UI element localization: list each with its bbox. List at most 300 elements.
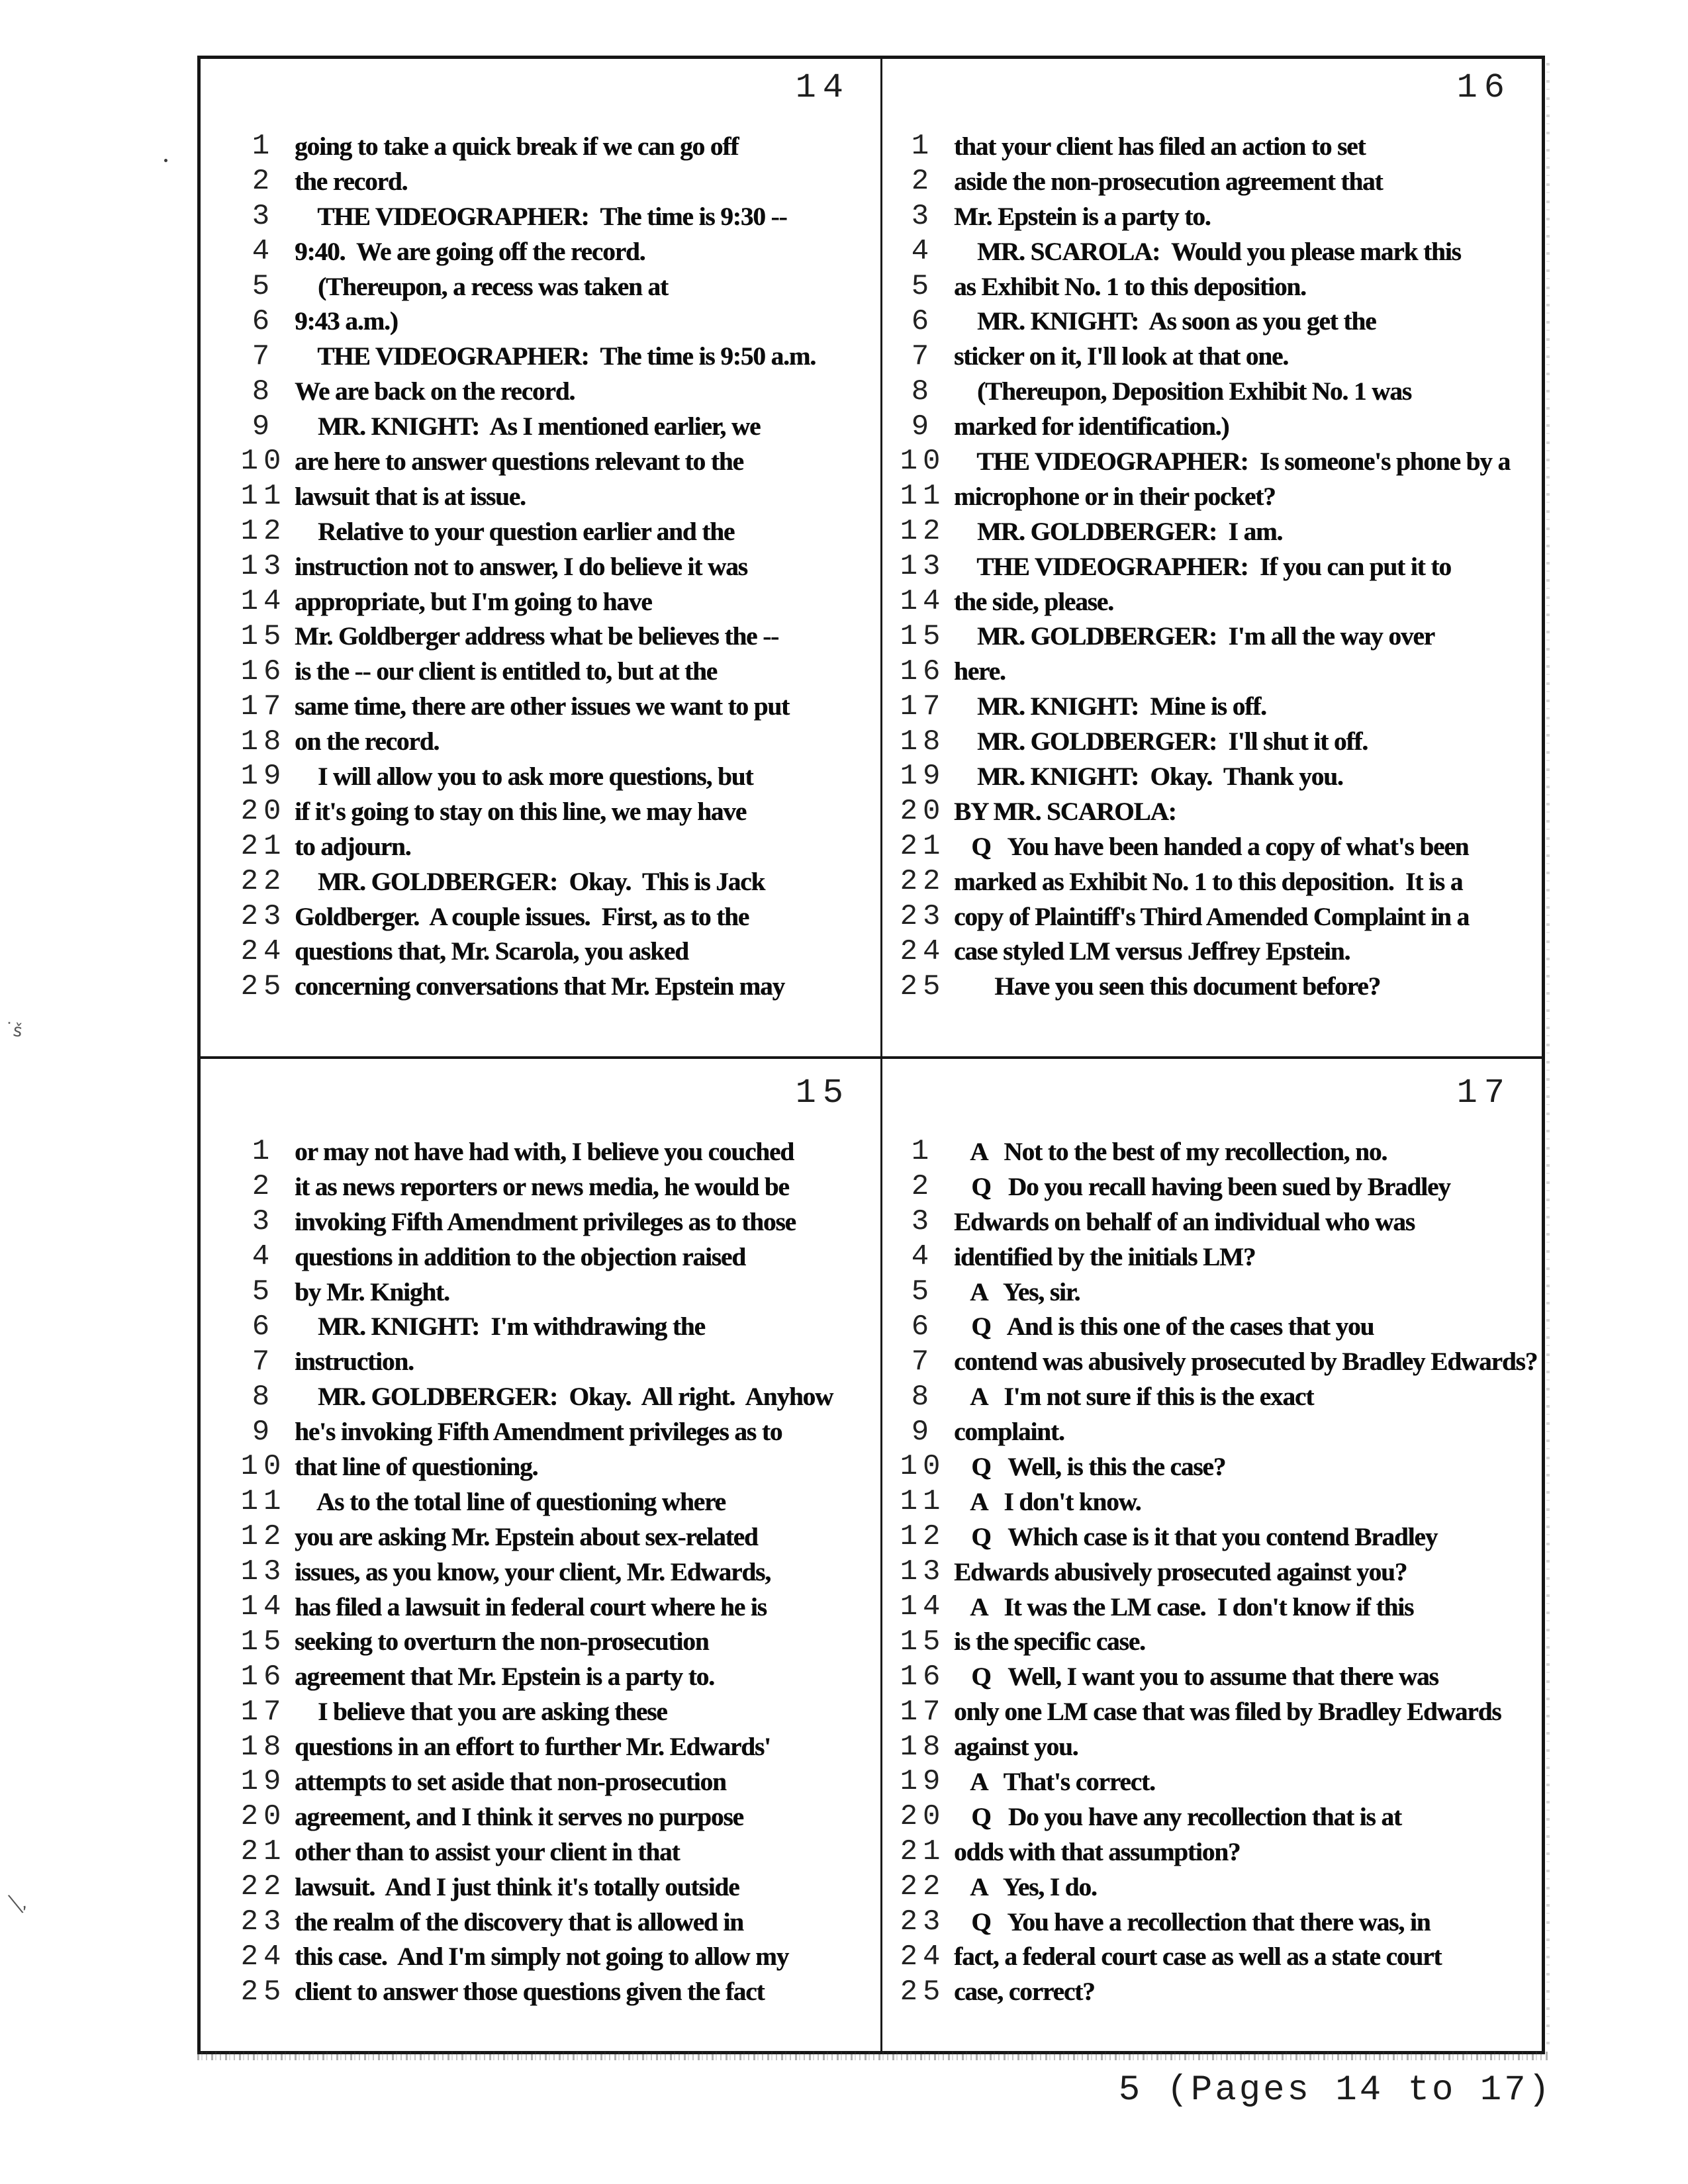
line-number: 20 xyxy=(900,1800,946,1834)
line-number: 5 xyxy=(911,270,935,303)
page-15-lines xyxy=(201,1134,880,2009)
line-number: 13 xyxy=(240,550,287,584)
transcript-line xyxy=(201,1939,880,1974)
transcript-line xyxy=(201,199,880,234)
line-text: Edwards abusively prosecuted against you? xyxy=(954,1557,1407,1586)
line-number: 14 xyxy=(900,585,946,619)
line-number: 22 xyxy=(240,1870,287,1904)
line-text: has filed a lawsuit in federal court where he is xyxy=(295,1592,767,1621)
line-number: 14 xyxy=(240,585,287,619)
transcript-line xyxy=(201,654,880,689)
line-text: (Thereupon, a recess was taken at xyxy=(295,272,668,301)
line-number: 16 xyxy=(900,1660,946,1694)
line-text: the side, please. xyxy=(954,587,1113,616)
line-text: instruction. xyxy=(295,1347,414,1377)
line-text: you are asking Mr. Epstein about sex-related xyxy=(295,1522,758,1551)
line-number: 18 xyxy=(240,1730,287,1764)
transcript-line xyxy=(882,164,1542,199)
line-number: 10 xyxy=(240,1450,287,1484)
line-number: 8 xyxy=(911,1380,935,1414)
line-number: 3 xyxy=(252,200,275,234)
transcript-line xyxy=(882,1694,1542,1729)
transcript-line xyxy=(882,1134,1542,1169)
line-text: Q You have been handed a copy of what's been xyxy=(954,832,1469,861)
transcript-line xyxy=(201,1205,880,1240)
line-text: A Yes, I do. xyxy=(954,1872,1097,1901)
line-text: (Thereupon, Deposition Exhibit No. 1 was xyxy=(954,377,1411,406)
transcript-line xyxy=(201,1870,880,1905)
line-text: copy of Plaintiff's Third Amended Complaint in a xyxy=(954,902,1469,931)
transcript-line xyxy=(201,1344,880,1379)
transcript-line xyxy=(882,129,1542,164)
line-text: A I don't know. xyxy=(954,1487,1141,1516)
line-number: 7 xyxy=(911,1345,935,1379)
transcript-line xyxy=(882,1870,1542,1905)
line-text: it as news reporters or news media, he would be xyxy=(295,1172,789,1201)
line-text: Q Which case is it that you contend Bradley xyxy=(954,1522,1438,1551)
scan-noise-right-edge xyxy=(1546,63,1550,2048)
transcript-line xyxy=(201,129,880,164)
line-text: Mr. Epstein is a party to. xyxy=(954,202,1211,231)
line-text: by Mr. Knight. xyxy=(295,1277,449,1306)
line-number: 19 xyxy=(240,760,287,794)
transcript-line xyxy=(201,1169,880,1205)
line-number: 10 xyxy=(900,1450,946,1484)
line-text: We are back on the record. xyxy=(295,377,575,406)
line-number: 17 xyxy=(240,1695,287,1729)
transcript-line xyxy=(882,864,1542,899)
line-number: 11 xyxy=(240,480,287,514)
transcript-line xyxy=(201,409,880,444)
line-number: 15 xyxy=(900,619,946,653)
line-text: BY MR. SCAROLA: xyxy=(954,797,1176,826)
line-text: MR. KNIGHT: Okay. Thank you. xyxy=(954,762,1343,791)
line-number: 14 xyxy=(900,1590,946,1624)
transcript-line xyxy=(882,1974,1542,2009)
line-number: 15 xyxy=(240,619,287,653)
line-number: 25 xyxy=(240,1975,287,2009)
line-number: 11 xyxy=(240,1485,287,1519)
page-14 xyxy=(201,59,880,1056)
line-number: 25 xyxy=(900,970,946,1003)
transcript-line xyxy=(201,549,880,584)
line-text: marked as Exhibit No. 1 to this deposition. It is a xyxy=(954,867,1463,896)
line-number: 9 xyxy=(911,410,935,443)
transcript-line xyxy=(882,1624,1542,1659)
line-text: A Not to the best of my recollection, no. xyxy=(954,1137,1387,1166)
line-number: 6 xyxy=(252,1310,275,1343)
transcript-line xyxy=(201,1764,880,1799)
transcript-line xyxy=(882,1205,1542,1240)
page-number-14: 14 xyxy=(795,68,850,107)
transcript-line xyxy=(882,1555,1542,1590)
line-number: 1 xyxy=(911,1135,935,1169)
line-text: this case. And I'm simply not going to allow my xyxy=(295,1942,789,1972)
transcript-line xyxy=(882,934,1542,969)
line-text: concerning conversations that Mr. Epstein may xyxy=(295,972,785,1001)
line-text: A I'm not sure if this is the exact xyxy=(954,1383,1314,1412)
transcript-line xyxy=(882,409,1542,444)
transcript-line xyxy=(201,1974,880,2009)
line-number: 9 xyxy=(252,410,275,443)
transcript-line xyxy=(882,759,1542,794)
line-text: Relative to your question earlier and the xyxy=(295,517,735,546)
line-number: 6 xyxy=(252,304,275,338)
line-number: 10 xyxy=(900,445,946,478)
line-number: 16 xyxy=(240,1660,287,1694)
line-text: here. xyxy=(954,657,1006,686)
transcript-sheet-frame xyxy=(197,56,1545,2054)
line-number: 1 xyxy=(911,130,935,163)
scan-smudge-left-margin-upper: ˙š xyxy=(3,1019,24,1042)
line-text: MR. KNIGHT: As soon as you get the xyxy=(954,307,1376,336)
line-number: 23 xyxy=(240,900,287,934)
line-text: as Exhibit No. 1 to this deposition. xyxy=(954,272,1306,301)
line-text: THE VIDEOGRAPHER: If you can put it to xyxy=(954,552,1451,581)
transcript-line xyxy=(882,514,1542,549)
line-text: instruction not to answer, I do believe it was xyxy=(295,552,747,581)
line-text: complaint. xyxy=(954,1418,1064,1447)
line-text: Q Do you recall having been sued by Bradley xyxy=(954,1172,1450,1201)
line-number: 3 xyxy=(911,200,935,234)
line-number: 6 xyxy=(911,1310,935,1343)
line-text: odds with that assumption? xyxy=(954,1837,1241,1866)
line-number: 12 xyxy=(240,1520,287,1554)
line-text: MR. SCAROLA: Would you please mark this xyxy=(954,237,1461,266)
line-text: other than to assist your client in that xyxy=(295,1837,680,1866)
line-number: 21 xyxy=(240,830,287,864)
transcript-line xyxy=(882,619,1542,654)
line-text: he's invoking Fifth Amendment privileges as to xyxy=(295,1418,782,1447)
line-text: marked for identification.) xyxy=(954,412,1229,441)
transcript-line xyxy=(882,444,1542,479)
line-text: MR. GOLDBERGER: I am. xyxy=(954,517,1283,546)
line-number: 21 xyxy=(900,1835,946,1869)
line-text: questions that, Mr. Scarola, you asked xyxy=(295,937,688,966)
transcript-line xyxy=(882,1590,1542,1625)
page-number-15: 15 xyxy=(795,1073,850,1113)
transcript-line xyxy=(201,794,880,829)
line-number: 23 xyxy=(900,900,946,934)
line-text: are here to answer questions relevant to the xyxy=(295,447,743,476)
transcript-line xyxy=(882,1659,1542,1694)
line-number: 8 xyxy=(252,1380,275,1414)
transcript-line xyxy=(201,444,880,479)
transcript-line xyxy=(882,1275,1542,1310)
line-number: 17 xyxy=(900,690,946,723)
transcript-line xyxy=(201,934,880,969)
line-text: if it's going to stay on this line, we may have xyxy=(295,797,747,826)
transcript-line xyxy=(882,1905,1542,1940)
line-number: 15 xyxy=(900,1625,946,1659)
line-text: A That's correct. xyxy=(954,1767,1155,1796)
line-number: 8 xyxy=(252,375,275,408)
transcript-line xyxy=(882,899,1542,934)
line-number: 20 xyxy=(240,795,287,829)
line-number: 13 xyxy=(240,1555,287,1589)
line-text: that your client has filed an action to set xyxy=(954,132,1366,161)
line-number: 5 xyxy=(911,1275,935,1308)
page-15 xyxy=(201,1059,880,2048)
line-text: on the record. xyxy=(295,727,440,756)
line-number: 4 xyxy=(252,235,275,269)
page-16 xyxy=(882,59,1542,1056)
line-text: against you. xyxy=(954,1733,1078,1762)
line-text: Goldberger. A couple issues. First, as to the xyxy=(295,902,749,931)
line-text: THE VIDEOGRAPHER: The time is 9:50 a.m. xyxy=(295,342,816,371)
line-text: Edwards on behalf of an individual who was xyxy=(954,1207,1415,1236)
transcript-line xyxy=(201,724,880,759)
line-text: attempts to set aside that non-prosecution xyxy=(295,1767,726,1796)
page-number-16: 16 xyxy=(1456,68,1511,107)
transcript-line xyxy=(882,1169,1542,1205)
transcript-line xyxy=(882,724,1542,759)
scan-speck xyxy=(164,159,167,162)
transcript-line xyxy=(201,899,880,934)
line-text: A It was the LM case. I don't know if this xyxy=(954,1592,1414,1621)
line-number: 25 xyxy=(240,970,287,1003)
transcript-line xyxy=(882,1520,1542,1555)
line-number: 25 xyxy=(900,1975,946,2009)
line-text: Q Do you have any recollection that is at xyxy=(954,1802,1401,1831)
transcript-line xyxy=(201,1659,880,1694)
line-text: only one LM case that was filed by Bradley Edwards xyxy=(954,1698,1501,1727)
transcript-line xyxy=(882,584,1542,619)
line-number: 18 xyxy=(900,1730,946,1764)
line-number: 24 xyxy=(900,934,946,968)
line-text: or may not have had with, I believe you couched xyxy=(295,1137,794,1166)
transcript-line xyxy=(882,1344,1542,1379)
line-number: 12 xyxy=(900,515,946,549)
line-text: seeking to overturn the non-prosecution xyxy=(295,1627,709,1657)
transcript-line xyxy=(201,1555,880,1590)
transcript-line xyxy=(201,1694,880,1729)
line-text: aside the non-prosecution agreement that xyxy=(954,167,1383,196)
line-number: 16 xyxy=(240,655,287,688)
line-text: MR. GOLDBERGER: Okay. All right. Anyhow xyxy=(295,1383,833,1412)
line-number: 22 xyxy=(240,865,287,899)
line-number: 7 xyxy=(911,340,935,373)
line-number: 8 xyxy=(911,375,935,408)
transcript-line xyxy=(882,1799,1542,1835)
line-number: 23 xyxy=(900,1905,946,1939)
line-text: MR. GOLDBERGER: I'll shut it off. xyxy=(954,727,1368,756)
line-number: 19 xyxy=(900,760,946,794)
line-number: 20 xyxy=(900,795,946,829)
line-text: contend was abusively prosecuted by Bradley Edwards? xyxy=(954,1347,1538,1377)
transcript-line xyxy=(201,759,880,794)
line-number: 17 xyxy=(240,690,287,723)
transcript-line xyxy=(201,1799,880,1835)
line-number: 1 xyxy=(252,130,275,163)
transcript-line xyxy=(882,304,1542,339)
line-number: 6 xyxy=(911,304,935,338)
line-number: 24 xyxy=(900,1940,946,1974)
transcript-line xyxy=(201,514,880,549)
line-number: 13 xyxy=(900,1555,946,1589)
transcript-line xyxy=(882,1379,1542,1414)
transcript-line xyxy=(882,199,1542,234)
transcript-line xyxy=(201,1835,880,1870)
transcript-line xyxy=(882,1449,1542,1484)
line-number: 11 xyxy=(900,480,946,514)
line-text: the record. xyxy=(295,167,408,196)
line-text: case styled LM versus Jeffrey Epstein. xyxy=(954,937,1350,966)
line-number: 24 xyxy=(240,934,287,968)
line-text: identified by the initials LM? xyxy=(954,1242,1256,1271)
line-text: Have you seen this document before? xyxy=(954,972,1381,1001)
line-number: 19 xyxy=(900,1765,946,1799)
line-text: Q You have a recollection that there was, in xyxy=(954,1907,1430,1936)
transcript-line xyxy=(882,269,1542,304)
page-17-lines xyxy=(882,1134,1542,2009)
line-text: invoking Fifth Amendment privileges as to those xyxy=(295,1207,796,1236)
line-text: case, correct? xyxy=(954,1978,1095,2007)
transcript-line xyxy=(201,164,880,199)
transcript-line xyxy=(882,1309,1542,1344)
scan-smudge-left-margin-lower: ╲, xyxy=(9,1892,28,1916)
transcript-line xyxy=(882,374,1542,409)
line-number: 14 xyxy=(240,1590,287,1624)
transcript-line xyxy=(201,1520,880,1555)
transcript-line xyxy=(882,969,1542,1004)
line-text: questions in an effort to further Mr. Edwards' xyxy=(295,1733,771,1762)
line-number: 5 xyxy=(252,1275,275,1308)
transcript-line xyxy=(201,1134,880,1169)
line-text: I believe that you are asking these xyxy=(295,1698,667,1727)
transcript-line xyxy=(201,1414,880,1449)
transcript-line xyxy=(882,549,1542,584)
transcript-line xyxy=(201,1275,880,1310)
line-text: same time, there are other issues we want to put xyxy=(295,692,790,721)
line-text: As to the total line of questioning where xyxy=(295,1487,726,1516)
line-number: 23 xyxy=(240,1905,287,1939)
line-text: is the -- our client is entitled to, but at the xyxy=(295,657,717,686)
transcript-line xyxy=(201,619,880,654)
line-text: that line of questioning. xyxy=(295,1452,538,1481)
transcript-line xyxy=(201,1590,880,1625)
transcript-line xyxy=(201,864,880,899)
line-number: 12 xyxy=(900,1520,946,1554)
line-number: 17 xyxy=(900,1695,946,1729)
line-number: 22 xyxy=(900,865,946,899)
line-number: 11 xyxy=(900,1485,946,1519)
line-text: lawsuit that is at issue. xyxy=(295,482,526,511)
line-number: 2 xyxy=(911,165,935,199)
page-16-lines xyxy=(882,129,1542,1004)
line-text: fact, a federal court case as well as a state court xyxy=(954,1942,1442,1972)
line-text: Q Well, is this the case? xyxy=(954,1452,1226,1481)
line-text: I will allow you to ask more questions, but xyxy=(295,762,753,791)
transcript-line xyxy=(882,1729,1542,1764)
transcript-line xyxy=(882,1835,1542,1870)
line-number: 20 xyxy=(240,1800,287,1834)
transcript-line xyxy=(882,1484,1542,1520)
transcript-line xyxy=(882,1414,1542,1449)
page-14-lines xyxy=(201,129,880,1004)
line-number: 4 xyxy=(252,1240,275,1274)
transcript-line xyxy=(201,1449,880,1484)
line-text: MR. KNIGHT: I'm withdrawing the xyxy=(295,1312,705,1342)
transcript-line xyxy=(201,689,880,724)
line-number: 5 xyxy=(252,270,275,303)
line-number: 19 xyxy=(240,1765,287,1799)
transcript-line xyxy=(201,1484,880,1520)
line-text: microphone or in their pocket? xyxy=(954,482,1276,511)
line-number: 15 xyxy=(240,1625,287,1659)
transcript-line xyxy=(201,339,880,374)
transcript-line xyxy=(201,479,880,514)
transcript-line xyxy=(201,304,880,339)
line-text: Q Well, I want you to assume that there was xyxy=(954,1662,1438,1692)
transcript-line xyxy=(201,1624,880,1659)
line-number: 18 xyxy=(900,725,946,758)
transcript-line xyxy=(201,1309,880,1344)
transcript-line xyxy=(201,584,880,619)
line-number: 9 xyxy=(911,1415,935,1449)
transcript-line xyxy=(201,1905,880,1940)
line-number: 22 xyxy=(900,1870,946,1904)
line-number: 10 xyxy=(240,445,287,478)
line-number: 21 xyxy=(240,1835,287,1869)
transcript-line xyxy=(882,339,1542,374)
transcript-line xyxy=(201,969,880,1004)
transcript-line xyxy=(201,374,880,409)
line-text: 9:43 a.m.) xyxy=(295,307,398,336)
transcript-line xyxy=(201,1729,880,1764)
line-text: Q And is this one of the cases that you xyxy=(954,1312,1374,1342)
transcript-line xyxy=(882,1240,1542,1275)
line-text: appropriate, but I'm going to have xyxy=(295,587,652,616)
line-number: 4 xyxy=(911,1240,935,1274)
line-number: 24 xyxy=(240,1940,287,1974)
line-text: Mr. Goldberger address what be believes the -- xyxy=(295,622,779,651)
line-number: 3 xyxy=(252,1205,275,1239)
line-text: MR. KNIGHT: As I mentioned earlier, we xyxy=(295,412,761,441)
line-text: THE VIDEOGRAPHER: The time is 9:30 -- xyxy=(295,202,787,231)
page-17 xyxy=(882,1059,1542,2048)
line-text: MR. GOLDBERGER: I'm all the way over xyxy=(954,622,1434,651)
scan-noise-bottom-edge xyxy=(197,2052,1549,2060)
transcript-line xyxy=(201,269,880,304)
transcript-line xyxy=(201,234,880,269)
transcript-line xyxy=(882,794,1542,829)
line-text: is the specific case. xyxy=(954,1627,1145,1657)
line-text: agreement that Mr. Epstein is a party to. xyxy=(295,1662,714,1692)
line-number: 13 xyxy=(900,550,946,584)
line-text: 9:40. We are going off the record. xyxy=(295,237,645,266)
transcript-line xyxy=(201,1379,880,1414)
line-number: 7 xyxy=(252,340,275,373)
transcript-line xyxy=(201,1240,880,1275)
line-text: client to answer those questions given the fact xyxy=(295,1978,765,2007)
line-text: A Yes, sir. xyxy=(954,1277,1080,1306)
line-text: agreement, and I think it serves no purpose xyxy=(295,1802,743,1831)
line-number: 1 xyxy=(252,1135,275,1169)
line-number: 2 xyxy=(252,165,275,199)
line-number: 12 xyxy=(240,515,287,549)
line-text: to adjourn. xyxy=(295,832,411,861)
line-number: 21 xyxy=(900,830,946,864)
line-number: 9 xyxy=(252,1415,275,1449)
transcript-line xyxy=(201,829,880,864)
transcript-line xyxy=(882,689,1542,724)
transcript-line xyxy=(882,479,1542,514)
line-text: questions in addition to the objection raised xyxy=(295,1242,745,1271)
sheet-footer-page-range: 5 (Pages 14 to 17) xyxy=(1118,2070,1552,2111)
line-text: going to take a quick break if we can go off xyxy=(295,132,739,161)
transcript-line xyxy=(882,1764,1542,1799)
